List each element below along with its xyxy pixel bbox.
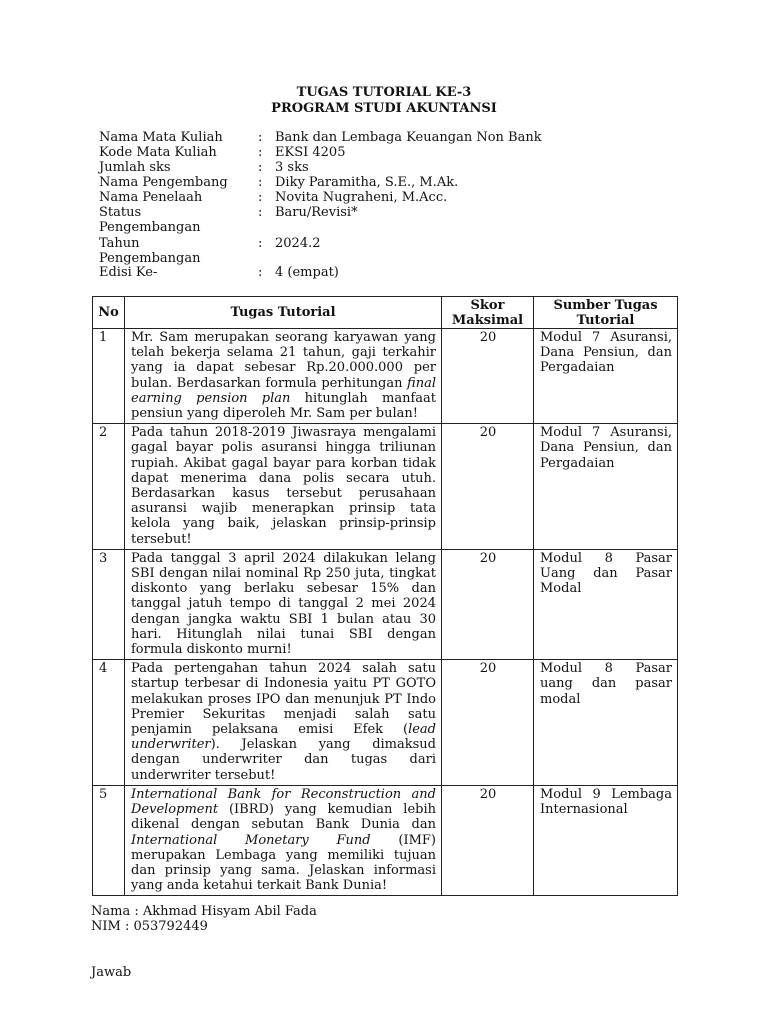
task-text-italic: International Monetary Fund xyxy=(131,832,371,848)
table-header-row xyxy=(93,297,678,329)
info-label: Nama Mata Kuliah xyxy=(99,130,223,145)
task-text: Pada tahun 2018-2019 Jiwasraya mengalami gagal bayar polis asuransi hingga triliunan rupiah. Akibat gagal bayar para korban tidak dapat menerima dana polis secara utuh. Berdasarkan kasus tersebut perusahaan asuransi wajib menerapkan prinsip tata kelola yang baik, jelaskan prinsip-prinsip tersebut! xyxy=(131,425,436,547)
info-colon: : xyxy=(258,175,263,190)
cell-no: 2 xyxy=(93,424,125,550)
cell-task xyxy=(125,549,442,659)
task-text-italic: final earning pension plan xyxy=(131,375,436,406)
info-value: Baru/Revisi* xyxy=(275,205,358,220)
cell-task xyxy=(125,424,442,550)
info-value: Bank dan Lembaga Keuangan Non Bank xyxy=(275,130,542,145)
info-value: EKSI 4205 xyxy=(275,145,346,160)
info-value: 2024.2 xyxy=(275,236,321,251)
info-colon: : xyxy=(258,265,263,280)
title-line-1: TUGAS TUTORIAL KE-3 xyxy=(296,85,472,100)
header-source: Sumber Tugas Tutorial xyxy=(534,297,678,329)
info-label: Tahun Pengembangan xyxy=(99,236,201,266)
cell-source: Modul 9 Lembaga Internasional xyxy=(534,785,678,895)
table-row xyxy=(93,424,678,550)
cell-source: Modul 7 Asuransi, Dana Pensiun, dan Pergadaian xyxy=(534,329,678,424)
cell-task xyxy=(125,785,442,895)
task-text: (IMF) merupakan Lembaga yang memiliki tujuan dan prinsip yang sama. Jelaskan informasi yang anda ketahui terkait Bank Dunia! xyxy=(131,832,437,894)
cell-score: 20 xyxy=(442,424,534,550)
info-value: Diky Paramitha, S.E., M.Ak. xyxy=(275,175,459,190)
cell-task xyxy=(125,660,442,786)
info-colon: : xyxy=(258,205,263,220)
title-line-2: PROGRAM STUDI AKUNTANSI xyxy=(271,101,497,116)
task-text: ). Jelaskan yang dimaksud dengan underwriter dan tugas dari underwriter tersebut! xyxy=(131,737,436,783)
task-text: Pada pertengahan tahun 2024 salah satu startup terbesar di Indonesia yaitu PT GOTO melakukan proses IPO dan menunjuk PT Indo Premier Sekuritas menjadi salah satu penjamin pelaksana emisi Efek ( xyxy=(131,661,436,738)
cell-no: 3 xyxy=(93,549,125,659)
info-colon: : xyxy=(258,190,263,205)
info-label: Status Pengembangan xyxy=(99,205,201,235)
task-text: Mr. Sam merupakan seorang karyawan yang telah bekerja selama 21 tahun, gaji terkahir yang ia dapat sebesar Rp.20.000.000 per bulan. Berdasarkan formula perhitungan xyxy=(131,330,436,391)
info-label: Jumlah sks xyxy=(99,160,171,175)
table-row xyxy=(93,785,678,895)
task-text-italic: lead underwriter xyxy=(131,722,436,753)
header-no: No xyxy=(93,297,125,329)
table-row xyxy=(93,549,678,659)
cell-no: 5 xyxy=(93,785,125,895)
cell-source: Modul 7 Asuransi, Dana Pensiun, dan Pergadaian xyxy=(534,424,678,550)
cell-no: 4 xyxy=(93,660,125,786)
info-value: 3 sks xyxy=(275,160,309,175)
student-nim: NIM : 053792449 xyxy=(91,919,208,934)
cell-no: 1 xyxy=(93,329,125,424)
info-colon: : xyxy=(258,130,263,145)
info-label: Kode Mata Kuliah xyxy=(99,145,217,160)
task-text: (IBRD) yang kemudian lebih dikenal dengan sebutan Bank Dunia dan xyxy=(131,802,436,833)
header-score: Skor Maksimal xyxy=(442,297,534,329)
cell-source: Modul 8 Pasar uang dan pasar modal xyxy=(534,660,678,786)
info-label: Edisi Ke- xyxy=(99,265,158,280)
info-colon: : xyxy=(258,236,263,251)
info-colon: : xyxy=(258,160,263,175)
answer-label: Jawab xyxy=(91,965,132,980)
info-label: Nama Pengembang xyxy=(99,175,228,190)
cell-score: 20 xyxy=(442,660,534,786)
tutorial-tasks-table xyxy=(92,296,678,896)
table-row xyxy=(93,660,678,786)
info-label: Nama Penelaah xyxy=(99,190,203,205)
cell-source: Modul 8 Pasar Uang dan Pasar Modal xyxy=(534,549,678,659)
cell-score: 20 xyxy=(442,329,534,424)
student-name: Nama : Akhmad Hisyam Abil Fada xyxy=(91,904,317,919)
table-row xyxy=(93,329,678,424)
cell-score: 20 xyxy=(442,549,534,659)
info-value: 4 (empat) xyxy=(275,265,339,280)
task-text: Pada tanggal 3 april 2024 dilakukan lelang SBI dengan nilai nominal Rp 250 juta, tingkat diskonto yang berlaku sebesar 15% dan tanggal jatuh tempo di tanggal 2 mei 2024 dengan jangka waktu SBI 1 bulan atau 30 hari. Hitunglah nilai tunai SBI dengan formula diskonto murni! xyxy=(131,550,436,658)
cell-score: 20 xyxy=(442,785,534,895)
info-colon: : xyxy=(258,145,263,160)
cell-task xyxy=(125,329,442,424)
task-text: hitunglah manfaat pensiun yang diperoleh Mr. Sam per bulan! xyxy=(131,390,436,422)
header-task: Tugas Tutorial xyxy=(125,297,442,329)
info-value: Novita Nugraheni, M.Acc. xyxy=(275,190,448,205)
task-text-italic: International Bank for Reconstruction and Development xyxy=(131,786,436,818)
